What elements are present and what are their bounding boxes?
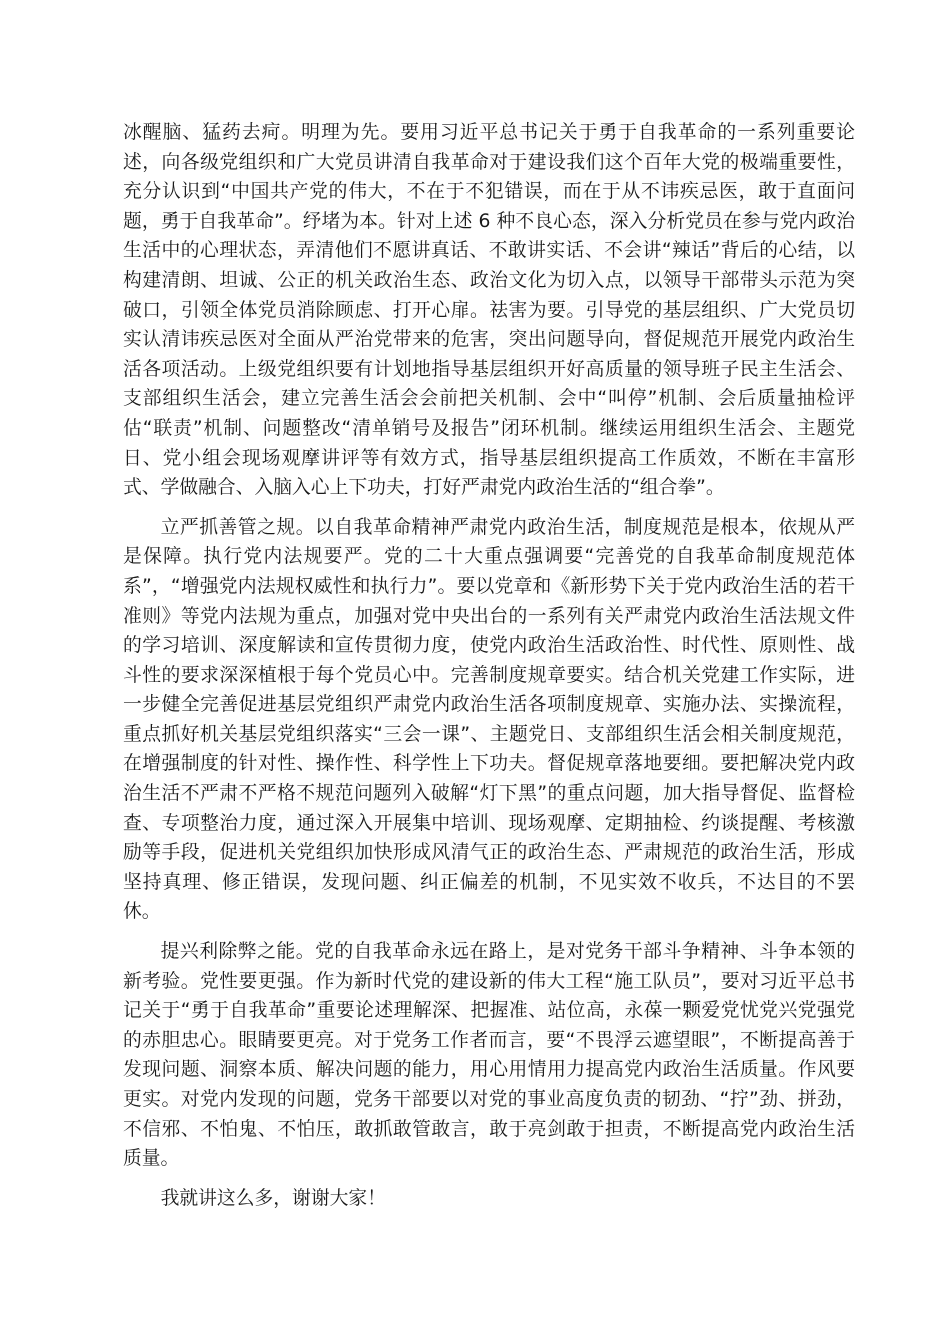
paragraph-rules: 立严抓善管之规。以自我革命精神严肃党内政治生活，制度规范是根本，依规从严是保障。执行党内法规要严。党的二十大重点强调要“完善党的自我革命制度规范体系”，“增强党内法规权威性和执行力”。要以党章和《新形势下关于党内政治生活的若干准则》等党内法规为重点，加强对党中央出台的一系列有关严肃党内政治生活法规文件的学习培训、深度解读和宣传贯彻力度，使党内政治生活政治性、时代性、原则性、战斗性的要求深深植根于每个党员心中。完善制度规章要实。结合机关党建工作实际，进一步健全完善促进基层党组织严肃党内政治生活各项制度规章、实施办法、实操流程，重点抓好机关基层党组织落实“三会一课”、主题党日、支部组织生活会相关制度规范，在增强制度的针对性、操作性、科学性上下功夫。督促规章落地要细。要把解决党内政治生活不严肃不严格不规范问题列入破解“灯下黑”的重点问题，加大指导督促、监督检查、专项整治力度，通过深入开展集中培训、现场观摩、定期抽检、约谈提醒、考核激励等手段，促进机关党组织加快形成风清气正的政治生态、严肃规范的政治生活，形成坚持真理、修正错误，发现问题、纠正偏差的机制，不见实效不收兵，不达目的不罢休。 <box>123 516 855 923</box>
paragraph-closing: 我就讲这么多，谢谢大家！ <box>160 1187 386 1209</box>
document-body <box>123 118 855 1223</box>
paragraph-abilities: 提兴利除弊之能。党的自我革命永远在路上，是对党务干部斗争精神、斗争本领的新考验。党性要更强。作为新时代党的建设新的伟大工程“施工队员”，要对习近平总书记关于“勇于自我革命”重要论述理解深、把握准、站位高，永葆一颗爱党忧党兴党强党的赤胆忠心。眼睛要更亮。对于党务工作者而言，要“不畏浮云遮望眼”，不断提高善于发现问题、洞察本质、解决问题的能力，用心用情用力提高党内政治生活质量。作风要更实。对党内发现的问题，党务干部要以对党的事业高度负责的韧劲、“拧”劲、拼劲，不信邪、不怕鬼、不怕压，敢抓敢管敢言，敢于亮剑敢于担责，不断提高党内政治生活质量。 <box>123 941 855 1170</box>
paragraph-continued: 冰醒脑、猛药去疴。明理为先。要用习近平总书记关于勇于自我革命的一系列重要论述，向各级党组织和广大党员讲清自我革命对于建设我们这个百年大党的极端重要性，充分认识到“中国共产党的伟大，不在于不犯错误，而在于从不讳疾忌医，敢于直面问题，勇于自我革命”。纾堵为本。针对上述 6 种不良心态，深入分析党员在参与党内政治生活中的心理状态，弄清他们不愿讲真话、不敢讲实话、不会讲“辣话”背后的心结，以构建清朗、坦诚、公正的机关政治生态、政治文化为切入点，以领导干部带头示范为突破口，引领全体党员消除顾虑、打开心扉。祛害为要。引导党的基层组织、广大党员切实认清讳疾忌医对全面从严治党带来的危害，突出问题导向，督促规范开展党内政治生活各项活动。上级党组织要有计划地指导基层组织开好高质量的领导班子民主生活会、支部组织生活会，建立完善生活会会前把关机制、会中“叫停”机制、会后质量抽检评估“联责”机制、问题整改“清单销号及报告”闭环机制。继续运用组织生活会、主题党日、党小组会现场观摩讲评等有效方式，指导基层组织提高工作质效，不断在丰富形式、学做融合、入脑入心上下功夫，打好严肃党内政治生活的“组合拳”。 <box>123 122 855 499</box>
